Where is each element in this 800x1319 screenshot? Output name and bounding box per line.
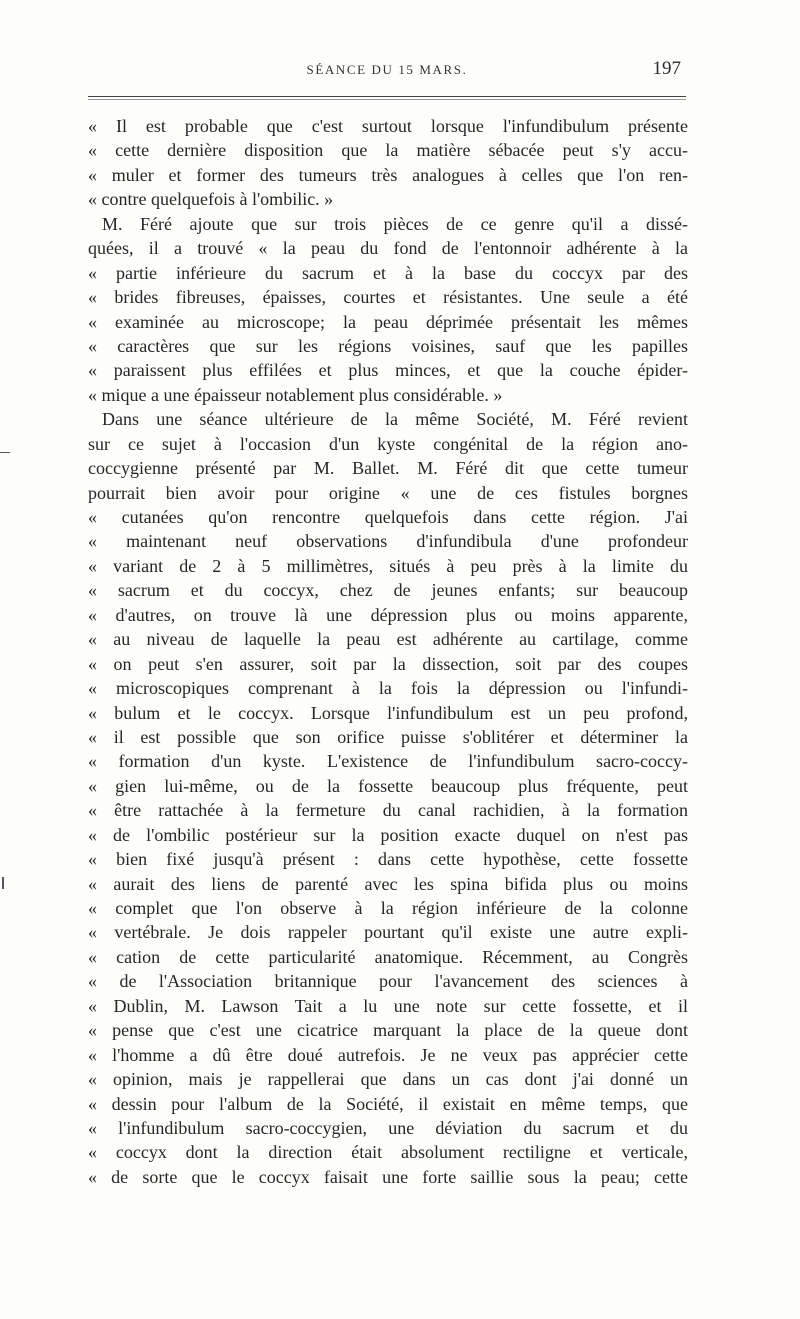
text-line: « pense que c'est une cicatrice marquant la place de la queue dont [88, 1020, 688, 1041]
text-line: « on peut s'en assurer, soit par la dissection, soit par des coupes [88, 653, 688, 674]
text-line: « complet que l'on observe à la région inférieure de la colonne [88, 898, 688, 918]
text-line: « variant de 2 à 5 millimètres, situés à peu près à la limite du [88, 555, 688, 576]
text-line: « de sorte que le coccyx faisait une forte saillie sous la peau; cette [88, 1166, 688, 1187]
text-line: « mique a une épaisseur notablement plus considérable. » [88, 384, 503, 405]
text-line: « opinion, mais je rappellerai que dans un cas dont j'ai donné un [88, 1069, 688, 1090]
text-line: « bulum et le coccyx. Lorsque l'infundibulum est un peu profond, [88, 702, 688, 723]
text-line: coccygienne présenté par M. Ballet. M. Féré dit que cette tumeur [88, 458, 688, 479]
text-line: « de l'Association britannique pour l'avancement des sciences à [88, 971, 688, 992]
margin-tick-mark [2, 877, 4, 889]
text-line: « paraissent plus effilées et plus minces, et que la couche épider- [88, 360, 688, 381]
text-line: « d'autres, on trouve là une dépression plus ou moins apparente, [88, 604, 688, 625]
text-line: « il est possible que son orifice puisse s'oblitérer et déterminer la [88, 726, 688, 747]
text-line: « muler et former des tumeurs très analogues à celles que l'on ren- [88, 164, 688, 185]
text-line: « cation de cette particularité anatomique. Récemment, au Congrès [88, 946, 688, 967]
text-line: « de l'ombilic postérieur sur la position exacte duquel on n'est pas [88, 824, 688, 845]
text-line: sur ce sujet à l'occasion d'un kyste congénital de la région ano- [88, 433, 688, 454]
text-line: « coccyx dont la direction était absolument rectiligne et verticale, [88, 1142, 688, 1163]
margin-tick-mark [0, 452, 10, 453]
running-title: SÉANCE DU 15 MARS. [306, 62, 468, 77]
text-line: « au niveau de laquelle la peau est adhérente au cartilage, comme [88, 629, 688, 650]
text-line: quées, il a trouvé « la peau du fond de l'entonnoir adhérente à la [88, 238, 688, 259]
text-line: « Dublin, M. Lawson Tait a lu une note sur cette fossette, et il [88, 995, 688, 1016]
text-line: « être rattachée à la fermeture du canal rachidien, à la formation [88, 800, 688, 821]
text-line: « examinée au microscope; la peau déprimée présentait les mêmes [88, 311, 688, 332]
text-line: Dans une séance ultérieure de la même Société, M. Féré revient [102, 409, 688, 430]
text-line: « aurait des liens de parenté avec les spina bifida plus ou moins [88, 873, 688, 894]
text-line: M. Féré ajoute que sur trois pièces de ce genre qu'il a dissé- [102, 213, 688, 234]
page-header [88, 58, 686, 88]
text-line: « brides fibreuses, épaisses, courtes et résistantes. Une seule a été [88, 287, 688, 308]
text-line: « caractères que sur les régions voisines, sauf que les papilles [88, 335, 688, 356]
text-line: « cutanées qu'on rencontre quelquefois dans cette région. J'ai [88, 507, 688, 527]
text-line: « l'infundibulum sacro-coccygien, une déviation du sacrum et du [88, 1117, 688, 1138]
text-line: « maintenant neuf observations d'infundibula d'une profondeur [88, 531, 688, 552]
text-line: « l'homme a dû être doué autrefois. Je ne veux pas apprécier cette [88, 1044, 688, 1065]
page-number: 197 [652, 58, 681, 79]
text-line: « gien lui-même, ou de la fossette beaucoup plus fréquente, peut [88, 775, 688, 796]
text-line: « partie inférieure du sacrum et à la base du coccyx par des [88, 262, 688, 283]
text-line: « formation d'un kyste. L'existence de l'infundibulum sacro-coccy- [88, 751, 688, 772]
text-line: pourrait bien avoir pour origine « une de ces fistules borgnes [88, 482, 688, 503]
header-rule [88, 96, 686, 97]
text-line: « vertébrale. Je dois rappeler pourtant qu'il existe une autre expli- [88, 922, 688, 943]
text-line: « bien fixé jusqu'à présent : dans cette hypothèse, cette fossette [88, 849, 688, 870]
header-rule-secondary [88, 99, 686, 100]
text-line: « sacrum et du coccyx, chez de jeunes enfants; sur beaucoup [88, 580, 688, 601]
text-line: « contre quelquefois à l'ombilic. » [88, 189, 334, 210]
text-line: « cette dernière disposition que la matière sébacée peut s'y accu- [88, 140, 688, 161]
body-text [88, 114, 688, 1189]
text-line: « microscopiques comprenant à la fois la dépression ou l'infundi- [88, 678, 688, 699]
text-line: « Il est probable que c'est surtout lorsque l'infundibulum présente [88, 116, 688, 136]
text-line: « dessin pour l'album de la Société, il existait en même temps, que [88, 1093, 688, 1114]
